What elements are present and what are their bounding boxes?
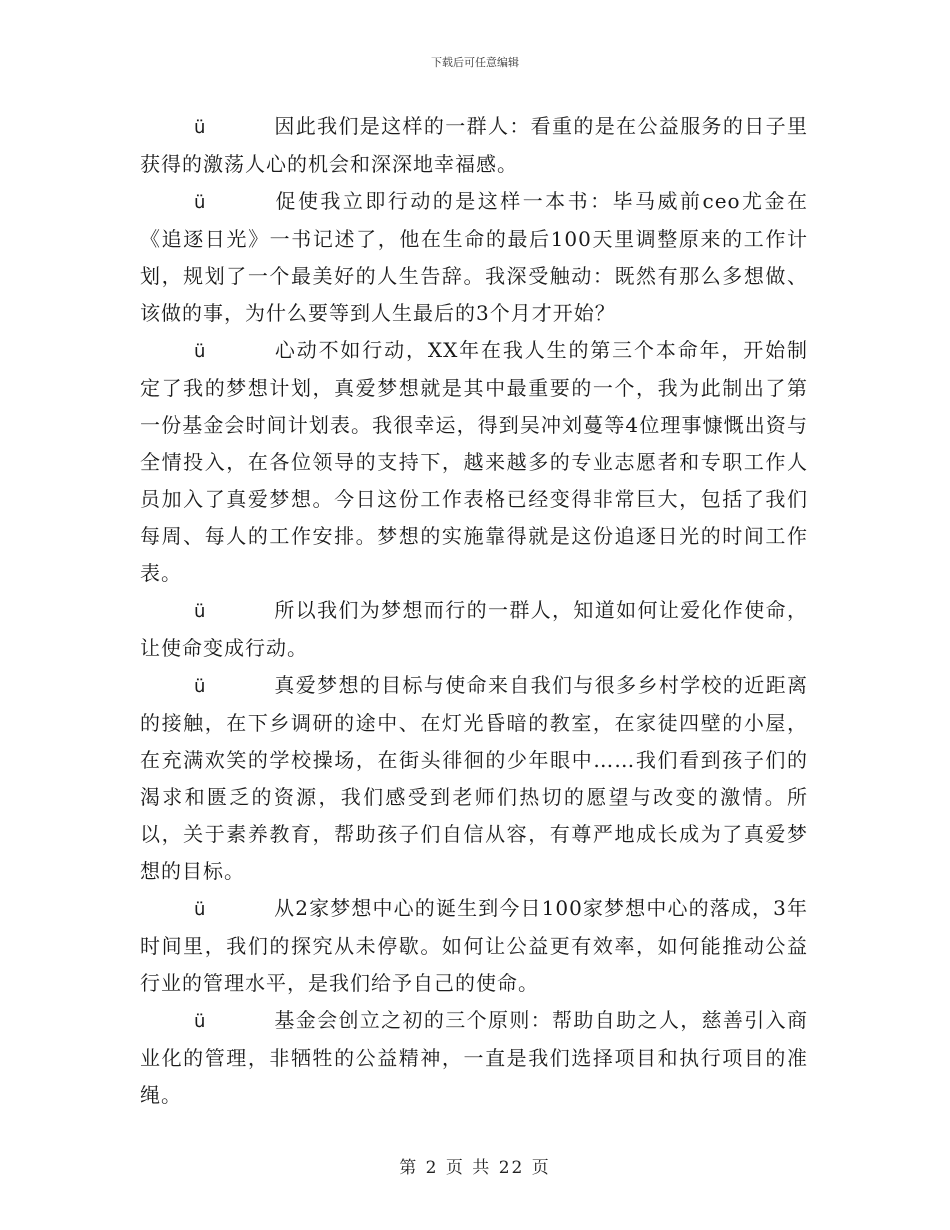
- paragraph-text: 真爱梦想的目标与使命来自我们与很多乡村学校的近距离的接触，在下乡调研的途中、在灯光昏暗的教室，在家徒四壁的小屋，在充满欢笑的学校操场，在街头徘徊的少年眼中……我们看到孩子们的渴求和匮乏的资源，我们感受到老师们热切的愿望与改变的激情。所以，关于素养教育，帮助孩子们自信从容，有尊严地成长成为了真爱梦想的目标。: [140, 673, 808, 883]
- paragraph-5: [140, 667, 808, 890]
- bullet-marker: ü: [194, 899, 207, 920]
- page-footer: 第 2 页 共 22 页: [399, 1158, 551, 1178]
- bullet-marker: ü: [194, 601, 207, 622]
- bullet-marker: ü: [194, 192, 207, 213]
- paragraph-text: 从2家梦想中心的诞生到今日100家梦想中心的落成，3年时间里，我们的探究从未停歇。如何让公益更有效率，如何能推动公益行业的管理水平，是我们给予自己的使命。: [140, 896, 808, 995]
- paragraph-4: [140, 592, 808, 667]
- paragraph-1: [140, 108, 808, 183]
- paragraph-text: 基金会创立之初的三个原则：帮助自助之人，慈善引入商业化的管理，非牺牲的公益精神，一直是我们选择项目和执行项目的准绳。: [140, 1008, 808, 1107]
- bullet-marker: ü: [194, 117, 207, 138]
- paragraph-3: [140, 332, 808, 592]
- paragraph-text: 所以我们为梦想而行的一群人，知道如何让爱化作使命，让使命变成行动。: [140, 598, 808, 660]
- bullet-marker: ü: [194, 341, 207, 362]
- paragraph-2: [140, 183, 808, 332]
- paragraph-7: [140, 1002, 808, 1114]
- paragraph-text: 因此我们是这样的一群人：看重的是在公益服务的日子里获得的激荡人心的机会和深深地幸福感。: [140, 114, 808, 176]
- paragraph-text: 心动不如行动，XX年在我人生的第三个本命年，开始制定了我的梦想计划，真爱梦想就是其中最重要的一个，我为此制出了第一份基金会时间计划表。我很幸运，得到吴冲刘蔓等4位理事慷慨出资与全情投入，在各位领导的支持下，越来越多的专业志愿者和专职工作人员加入了真爱梦想。今日这份工作表格已经变得非常巨大，包括了我们每周、每人的工作安排。梦想的实施靠得就是这份追逐日光的时间工作表。: [140, 338, 808, 585]
- page-header: 下载后可任意编辑: [431, 56, 519, 69]
- paragraph-6: [140, 890, 808, 1002]
- paragraph-text: 促使我立即行动的是这样一本书：毕马威前ceo尤金在《追逐日光》一书记述了，他在生命的最后100天里调整原来的工作计划，规划了一个最美好的人生告辞。我深受触动：既然有那么多想做、该做的事，为什么要等到人生最后的3个月才开始？: [140, 189, 808, 325]
- bullet-marker: ü: [194, 676, 207, 697]
- bullet-marker: ü: [194, 1011, 207, 1032]
- document-body: [140, 108, 808, 1114]
